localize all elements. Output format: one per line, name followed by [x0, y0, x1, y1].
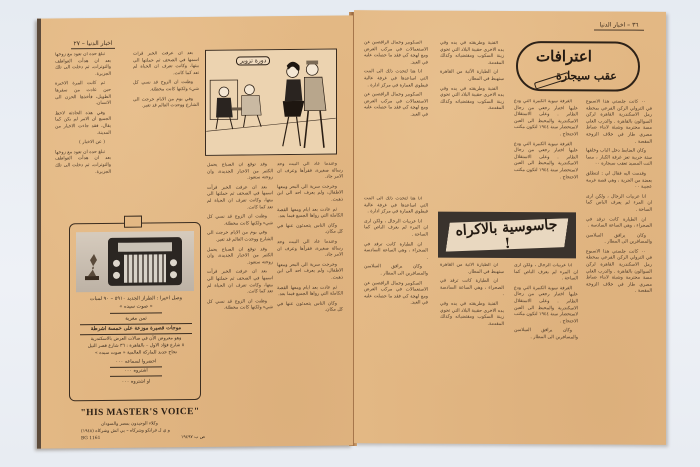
ad-code-line: BG 1161 [81, 435, 101, 442]
ad-model-line: وصل اخيرا : الطراز الجديد ٥٩١٠ – ٩٠ لمبات [89, 295, 183, 303]
ad-showroom-line: وهو معروض الآن في صالات العرض بالاسكندرية [90, 336, 182, 343]
paragraph: وكان يرافق السلامين والمسافرين الى المطار . [514, 328, 578, 341]
paragraph: وفي هذه الحادثة لاحظ الجميع ان الامر لم يكن كما يقال، فقد جاءت الاخبار من المدينة. [55, 110, 111, 136]
paragraph: بعد ان عرفت الخبر قرأت اسمها في الصحف ثم حملتها الى بيتها، وكانت تعرف ان الحياة لم تعد كما كانت. [207, 269, 273, 295]
right-page [354, 10, 666, 445]
paragraph: انا عربيات الرجال ، ولكن ارى ان المرء لم يعرف الباص كما الساحة . [514, 263, 578, 282]
paragraph: ان الطيارة الآتية من القاهرة ستهبط في المطار. [440, 70, 504, 82]
paragraph: السكوبير وجمال الراقصين عن الاستعمالات في مركب العرض ومع لهجة كي فقد ما حصلت عليه في العيد. [364, 40, 428, 66]
right-col-far-upper [364, 40, 428, 190]
paragraph: انا هنا لتحدث ذلك الى البنت التي اساعدها في غرفة عالية فيطوي العمارة في مركز ادارة . [364, 196, 428, 215]
his-masters-voice-brand: "HIS MASTER'S VOICE" [80, 406, 200, 419]
paragraph: وخرجت سرية الى البحر ومعها الاطفال، ولم يعرف احد الى اين ذهبت. [277, 262, 343, 281]
radio-set-icon [108, 237, 182, 286]
radio-photo [76, 231, 194, 292]
paragraph: وكان الضابط دخل الباب وخلفها ستة حربية تعز غرفة الكبار ، بينما النت المسيد تعقب سيجارة ٠٠ [586, 148, 652, 168]
ad-pobox-line: ص ب ١٩٤٩٧ [181, 434, 206, 441]
paragraph: ثم عادت بعد ايام ومعها القصة الكاملة التي رواها الجميع فيما بعد. [277, 207, 343, 220]
paragraph: الغرفة سوية الكبيرة التي ودع عليها اختيار رجعي من رجال الطاير . وعلى الاستقلال الاسكندرية والمحيط الى العين لاستحضار سنة ١٩٤٤ لتكون مكتب الاحتجاج . [514, 99, 578, 138]
right-col-middle-upper [440, 41, 504, 191]
paragraph: السكوبير وجمال الراقصين عن الاستعمالات في مركب العرض ومع لهجة كي فقد ما حصلت عليه في العيد. [364, 280, 428, 306]
left-col-outer [55, 52, 111, 213]
paragraph: تبلغ حده ان تعود مع زوجها بعد ان هدأت العواطف والتوترات، ثم دخلت الى تلك الجزيرة. [55, 51, 111, 77]
paragraph: وظنت ان الزوج قد نسي كل شيء ولكنها كانت مخطئة. [207, 298, 273, 311]
paragraph: انا عربيات الرجال ، ولكن ارى ان المرء لم يعرف الباص كما الساحة . [586, 194, 652, 213]
paragraph: وظنت ان الزوج قد نسي كل شيء ولكنها كانت مخطئة. [207, 214, 273, 227]
paragraph: تبلغ حده ان تعود مع زوجها بعد ان هدأت العواطف والتوترات، ثم دخلت الى تلك الجزيرة. [55, 149, 111, 175]
paragraph: ان الطيارة كانت ترقد في الصحراء ، وهي الساعة السادسة . [586, 216, 652, 229]
article-title-line1: اعترافات [536, 47, 592, 66]
paragraph: وكان الناس يتحدثون عنها في كل مكان. [277, 301, 343, 313]
right-col-inner-lower [514, 263, 578, 429]
right-col-middle-lower [440, 263, 504, 429]
paragraph: وظنت ان الزوج قد نسي كل شيء ولكنها كانت مخطئة. [133, 80, 199, 93]
ad-buy-line: اشتروه ٠٠٠ [124, 368, 148, 374]
paragraph: الفنية وطريقته في يده وفي يده الاخرى حقيبة البلاد التي تحوي زينة السكوب ومقتضياته وكذلك المقدمة. [440, 86, 504, 112]
hmv-logo-icon [124, 216, 142, 228]
paragraph: ان الطيارة الآتية من القاهرة ستهبط في المطار. [440, 262, 504, 275]
paragraph: الغرفة سوية الكبيرة التي ودع عليها اختيار رجعي من رجال الطاير . وعلى الاستقلال الاسكندرية والمحيط الى العين لاستحضار سنة ١٩٤٤ لتكون مكتب الاحتجاج . [514, 141, 578, 180]
paragraph: ان الطيارة كانت ترقد في الصحراء ، وهي الساعة السادسة . [364, 241, 428, 261]
cartoon-drawing-icon [206, 50, 336, 155]
banner-title: جاسوسية بالاكراه ! [455, 216, 558, 253]
ad-price-line: ثمن مغرية [125, 315, 147, 322]
radio-advertisement [69, 222, 201, 401]
left-col-middle-lower [207, 162, 273, 433]
cartoon-sign: دورة تزوير [236, 56, 270, 65]
paragraph: وقد توقع ان الصباح يحمل الكثير من الاخبار الجديدة، وان زوجته ستعود. [207, 162, 273, 181]
paragraph: بعد ان عرفت الخبر قرأت اسمها في الصحف ثم حملتها الى بيتها، وكانت تعرف ان الحياة لم تعد كما كانت. [207, 185, 273, 211]
article-title-line2: عقب سيجارة [556, 69, 617, 83]
ad-or-buy-line: او اشتروه ٠٠٠ [121, 379, 151, 385]
paragraph: وعندما عاد الى البيت وجد رسالة صغيرة، فقرأها وعرف ان الامر جاد. [277, 161, 343, 180]
right-col-far-lower [364, 196, 428, 428]
paragraph: وكان يرافق السلامين والمسافرين الى المطار . [364, 264, 428, 277]
left-col-inner [277, 161, 343, 432]
article-title-badge [516, 41, 640, 92]
left-col-middle-upper [133, 51, 199, 152]
ad-agent-line: وكلاء الوحيدون بمصر والسودان [101, 421, 158, 427]
paragraph: ثم عادت بعد ايام ومعها القصة الكاملة التي رواها الجميع فيما بعد. [277, 285, 343, 298]
spy-story-banner [438, 212, 576, 259]
right-col-outer [586, 99, 652, 419]
right-col-inner-upper [514, 99, 578, 204]
paragraph: وكان يرافق السلامين والمسافرين الى المطار . [586, 233, 652, 246]
paragraph: ثم كانت المرة الاخيرة حين عادت من سفرها الطويل، فأخذها الحزن الى الانسان. [55, 81, 111, 107]
cartoon-illustration [205, 49, 337, 156]
paragraph: وقد توقع ان الصباح يحمل الكثير من الاخبار الجديدة، وان زوجته ستعود. [207, 246, 273, 266]
ad-brand-arabic: « صوت سيده » [119, 303, 153, 310]
paragraph: ٠٠ كانت جلستي هذا الاسبوع في الترولي الركن الفرعي بمحطة رمل الاسكندرية القاهرة لركن السوالون بالقاهرة . والدرب العلي مسة محترمة وشيئة لابناء ضباط مصري طار في خلاف الزوجة المقصة . [586, 249, 652, 295]
paragraph: انا هنا لتحدث ذلك الى البنت التي اساعدها في غرفة عالية فيطوي العمارة في مركز ادارة . [364, 69, 428, 89]
ad-company-line: و ي ل فرانكو وشركاه – بي اتش وشركاه (١٩٤٨) [81, 428, 170, 435]
paragraph: الفنية وطريقته في يده وفي يده الاخرى حقيبة البلاد التي تحوي زينة السكوب ومقتضياته وكذلك المقدمة. [440, 40, 504, 66]
paragraph: الغرفة سوية الكبيرة التي ودع عليها اختيار رجعي من رجال الطاير . وعلى الاستقلال الاسكندرية والمحيط الى العين لاستحضار سنة ١٩٤٤ لتكون مكتب الاحتجاج . [514, 285, 578, 325]
paragraph: ( عن الاخبار ) [79, 140, 105, 146]
paragraph: وكان الناس يتحدثون عنها في كل مكان. [277, 223, 343, 235]
ad-shortwave-line: موجات قصيرة موزعة على خمسة اشرطة [90, 325, 182, 333]
ad-address-line: ٨ شارع فؤاد الاول – بالقاهرة : ٣٦ شارع قصر النيل [87, 343, 185, 350]
paragraph: السكوبير وجمال الراقصين عن الاستعمالات في مركب العرض ومع لهجة كي فقد ما حصلت عليه في العيد. [364, 92, 428, 118]
right-running-head: ٣٦ – اخبار الدنيا [594, 21, 644, 30]
paragraph: وفي يوم من الايام خرجت الى الشارع ووجدت العالم قد تغير. [133, 96, 199, 109]
left-running-head: اخبار الدنيا – ٢٧ [71, 40, 115, 49]
paragraph: وخرجت سرية الى البحر ومعها الاطفال، ولم يعرف احد الى اين ذهبت. [277, 184, 343, 203]
left-page [37, 15, 353, 448]
paragraph: ٠٠ كانت جلستي هذا الاسبوع في الترولي الركن الفرعي بمحطة رمل الاسكندرية القاهرة لركن السوالون بالقاهرة . والدرب العلي مسة محترمة وشيئة لابناء ضباط مصري طار في خلاف الزوجة المقصة . [586, 99, 652, 145]
paragraph: انا عربيات الرجال ، ولكن ارى ان المرء لم يعرف الباص كما الساحة . [364, 219, 428, 238]
ad-listen-line: احضروا لسماعه ٠٠٠ [115, 359, 157, 365]
paragraph: بعد ان عرفت الخبر قرأت اسمها في الصحف ثم حملتها الى بيتها، وكانت تعرف ان الحياة لم تعد كما كانت. [133, 51, 199, 77]
paragraph: وقدمت اليه فقال لي : لتنطلق بعضة من الحرية ، وهي قصة غريبة عجيبة ٠٠ [586, 171, 652, 190]
ad-success-line: نجاح جديد للماركة العالمية « صوت سيده » [94, 350, 178, 357]
deer-statuette-icon [82, 246, 102, 286]
paragraph: ان الطيارة كانت ترقد في الصحراء ، وهي الساعة السادسة . [440, 278, 504, 298]
paragraph: الفنية وطريقته في يده وفي يده الاخرى حقيبة البلاد التي تحوي زينة السكوب ومقتضياته وكذلك المقدمة. [440, 301, 504, 327]
paragraph: وعندما عاد الى البيت وجد رسالة صغيرة، فقرأها وعرف ان الامر جاد. [277, 239, 343, 258]
paragraph: وفي يوم من الايام خرجت الى الشارع ووجدت العالم قد تغير. [207, 230, 273, 243]
